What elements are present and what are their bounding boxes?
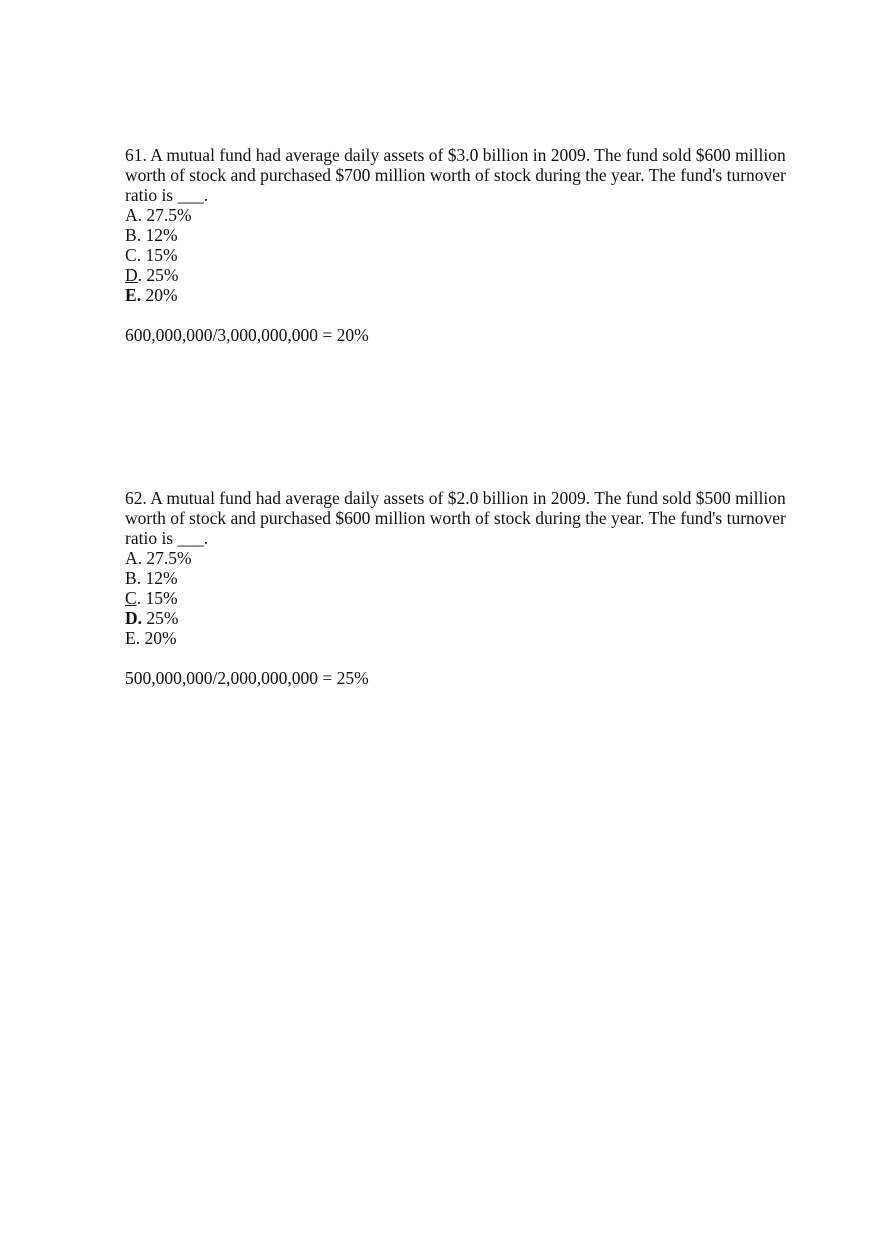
answer-choices xyxy=(125,205,805,305)
choice-letter: B xyxy=(125,225,137,245)
choice-b: B. 12% xyxy=(125,568,178,588)
choice-letter: D xyxy=(125,265,138,285)
choice-b: B. 12% xyxy=(125,225,178,245)
choice-letter: E xyxy=(125,628,136,648)
solution-working: 600,000,000/3,000,000,000 = 20% xyxy=(125,325,369,345)
choice-letter: D xyxy=(125,608,138,628)
choice-c: C. 15% xyxy=(125,245,178,265)
choice-e: E. 20% xyxy=(125,628,177,648)
choice-text: 15% xyxy=(145,588,178,608)
choice-e-correct: E. 20% xyxy=(125,285,178,305)
choice-d-correct: D. 25% xyxy=(125,608,179,628)
choice-d: D. 25% xyxy=(125,265,179,285)
solution-working: 500,000,000/2,000,000,000 = 25% xyxy=(125,668,369,688)
choice-letter: C xyxy=(125,588,137,608)
question-stem: 62. A mutual fund had average daily assets of $2.0 billion in 2009. The fund sold $500 million worth of stock and purchased $600 million worth of stock during the year. The fund's turnover ratio is ___. xyxy=(125,488,786,548)
choice-letter: B xyxy=(125,568,137,588)
choice-text: 20% xyxy=(144,628,177,648)
choice-text: 12% xyxy=(145,568,178,588)
choice-text: 15% xyxy=(145,245,178,265)
choice-c: C. 15% xyxy=(125,588,178,608)
choice-text: 25% xyxy=(146,265,179,285)
choice-text: 20% xyxy=(145,285,178,305)
choice-text: 25% xyxy=(146,608,179,628)
question-61 xyxy=(125,145,805,345)
choice-text: 27.5% xyxy=(146,548,192,568)
choice-a: A. 27.5% xyxy=(125,548,192,568)
choice-text: 27.5% xyxy=(146,205,192,225)
answer-choices xyxy=(125,548,805,648)
choice-a: A. 27.5% xyxy=(125,205,192,225)
question-stem: 61. A mutual fund had average daily assets of $3.0 billion in 2009. The fund sold $600 million worth of stock and purchased $700 million worth of stock during the year. The fund's turnover ratio is ___. xyxy=(125,145,786,205)
choice-letter: A xyxy=(125,205,138,225)
question-62 xyxy=(125,488,805,688)
choice-text: 12% xyxy=(145,225,178,245)
choice-letter: A xyxy=(125,548,138,568)
choice-letter: C xyxy=(125,245,137,265)
choice-letter: E xyxy=(125,285,137,305)
